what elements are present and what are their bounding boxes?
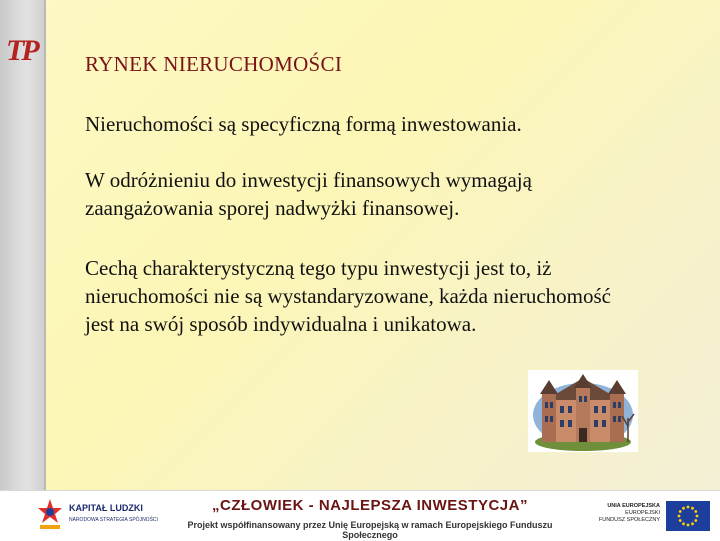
- paragraph-2: W odróżnieniu do inwestycji finansowych wymagają zaangażowania sporej nadwyżki finansowej.: [85, 168, 532, 220]
- house-icon: [528, 370, 638, 452]
- slide-title: RYNEK NIERUCHOMOŚCI: [85, 52, 343, 76]
- eu-label: [596, 503, 660, 524]
- eu-label-line3: FUNDUSZ SPOŁECZNY: [598, 517, 660, 523]
- kapital-ludzki-subtitle: NARODOWA STRATEGIA SPÓJNOŚCI: [69, 517, 158, 523]
- footer-bar: [0, 490, 720, 541]
- paragraph-1: Nieruchomości są specyficzną formą inwestowania.: [85, 112, 522, 136]
- eu-label-line1: UNIA EUROPEJSKA: [607, 503, 660, 509]
- kapital-ludzki-logo: [36, 497, 64, 531]
- logo-text: TP: [6, 34, 37, 67]
- eu-flag-icon: [666, 501, 710, 531]
- kapital-ludzki-name: KAPITAŁ LUDZKI: [69, 503, 143, 513]
- side-bar: [0, 0, 46, 490]
- footer-slogan: „CZŁOWIEK - NAJLEPSZA INWESTYCJA”: [212, 497, 528, 514]
- paragraph-3: Cechą charakterystyczną tego typu inwestycji jest to, iż nieruchomości nie są wystandaryzowane, każda nieruchomość jest na swój sposób indywidualna i unikatowa.: [85, 256, 611, 336]
- eu-label-line2: EUROPEJSKI: [625, 510, 660, 516]
- tp-logo: [2, 34, 42, 68]
- footer-project-line: Projekt współfinansowany przez Unię Europejską w ramach Europejskiego Funduszu Społecznego: [187, 520, 553, 540]
